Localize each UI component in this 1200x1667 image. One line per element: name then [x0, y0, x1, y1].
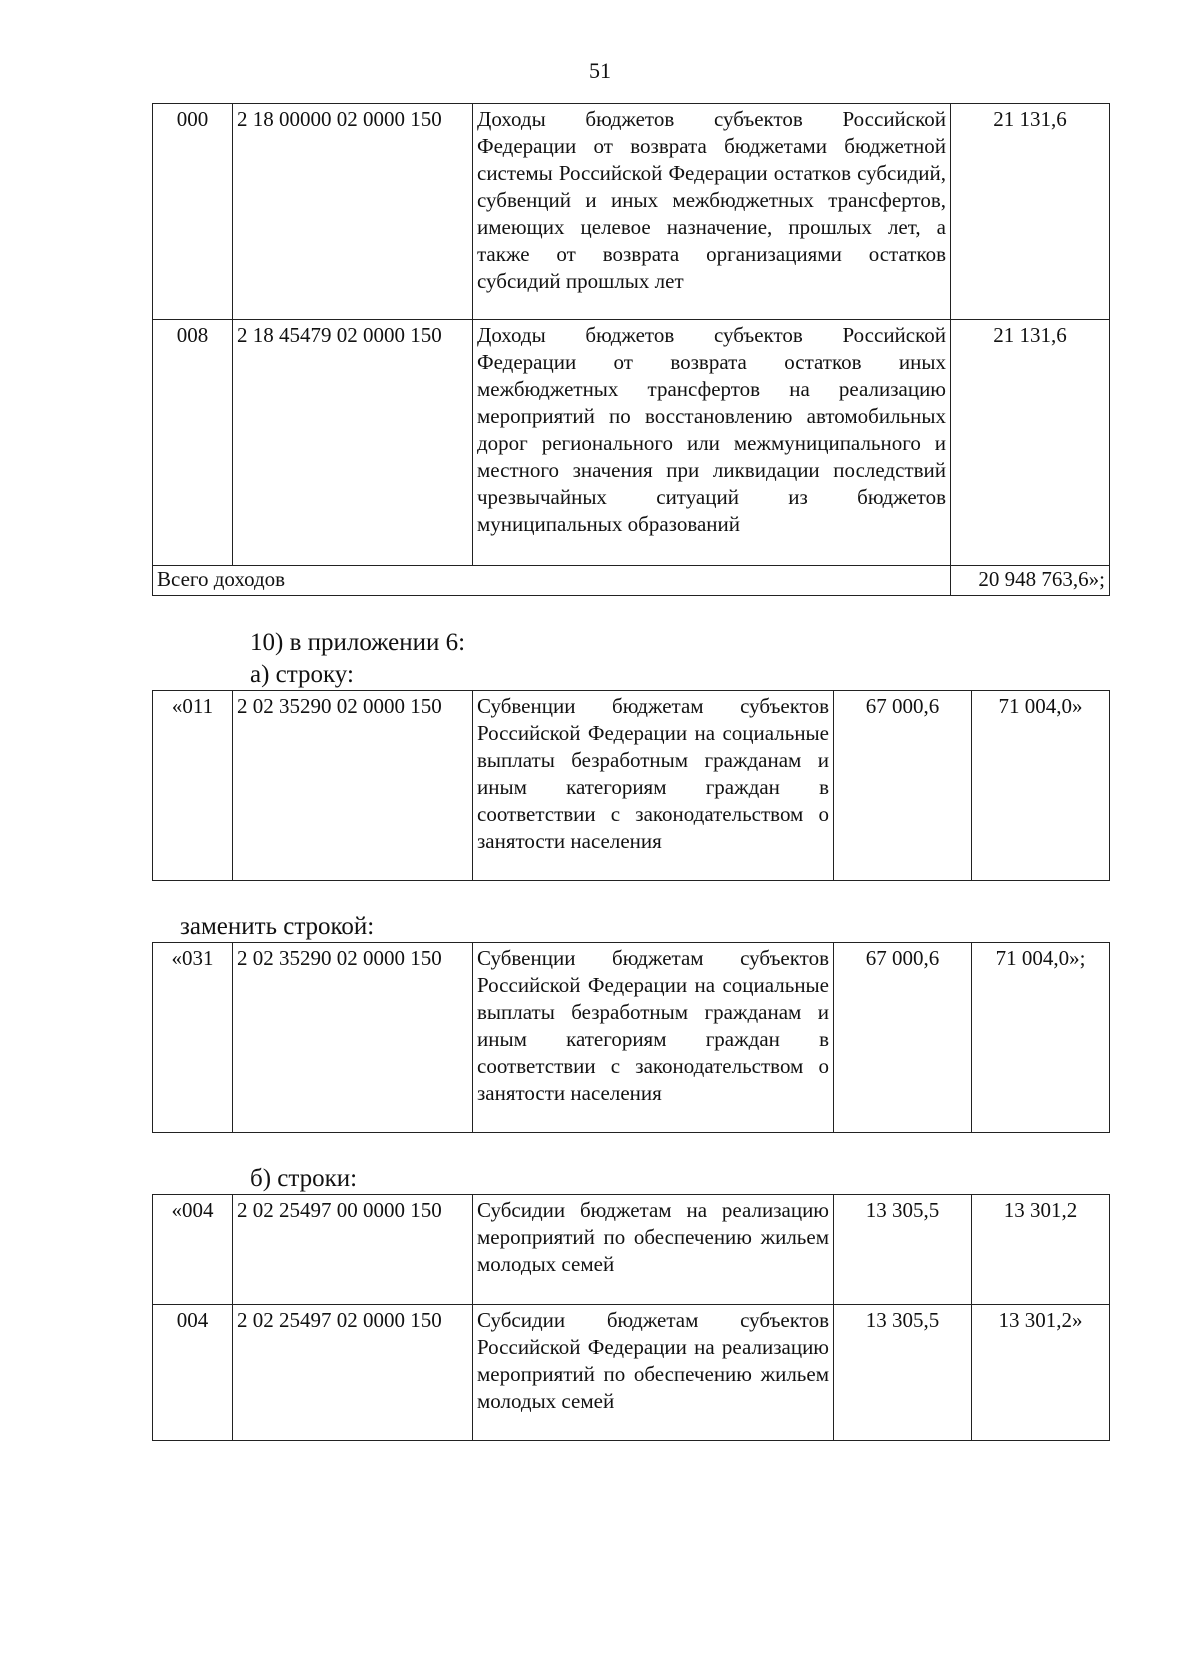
row-description: Субвенции бюджетам субъектов Российской Федерации на социальные выплаты безработным гражданам и иным категориям граждан в соответствии с законодательством о занятости населения [473, 691, 834, 881]
row-amount: 21 131,6 [951, 320, 1110, 566]
row-code: «004 [153, 1195, 233, 1305]
row-amount-2: 13 301,2 [972, 1195, 1110, 1305]
page-number: 51 [589, 58, 611, 83]
row-code: 004 [153, 1305, 233, 1441]
table-row [153, 943, 1110, 1133]
row-kbk: 2 18 45479 02 0000 150 [233, 320, 473, 566]
row-description: Субсидии бюджетам на реализацию мероприятий по обеспечению жильем молодых семей [473, 1195, 834, 1305]
subsection-b-heading: б) строки: [250, 1165, 358, 1192]
section-heading: 10) в приложении 6: [250, 629, 466, 656]
row-amount-2: 71 004,0» [972, 691, 1110, 881]
row-kbk: 2 02 25497 02 0000 150 [233, 1305, 473, 1441]
row-description: Субвенции бюджетам субъектов Российской Федерации на социальные выплаты безработным гражданам и иным категориям граждан в соответствии с законодательством о занятости населения [473, 943, 834, 1133]
row-kbk: 2 02 25497 00 0000 150 [233, 1195, 473, 1305]
row-kbk: 2 02 35290 02 0000 150 [233, 943, 473, 1133]
row-kbk: 2 02 35290 02 0000 150 [233, 691, 473, 881]
appendix6-row-a-table [152, 690, 1110, 881]
row-amount-1: 67 000,6 [834, 691, 972, 881]
table-row [153, 1305, 1110, 1441]
row-amount-1: 67 000,6 [834, 943, 972, 1133]
row-code: 000 [153, 104, 233, 320]
row-amount-1: 13 305,5 [834, 1305, 972, 1441]
row-description: Доходы бюджетов субъектов Российской Федерации от возврата остатков иных межбюджетных трансфертов на реализацию мероприятий по восстановлению автомобильных дорог регионального или межмуниципального и местного значения при ликвидации последствий чрезвычайных ситуаций из бюджетов муниципальных образований [473, 320, 951, 566]
revenue-table [152, 103, 1110, 596]
appendix6-rows-b-table [152, 1194, 1110, 1441]
row-amount-2: 71 004,0»; [972, 943, 1110, 1133]
row-amount: 21 131,6 [951, 104, 1110, 320]
table-row [153, 320, 1110, 566]
row-amount-1: 13 305,5 [834, 1195, 972, 1305]
total-label: Всего доходов [153, 566, 951, 596]
row-kbk: 2 18 00000 02 0000 150 [233, 104, 473, 320]
row-code: «031 [153, 943, 233, 1133]
subsection-a-heading: а) строку: [250, 661, 354, 688]
total-amount: 20 948 763,6»; [951, 566, 1110, 596]
appendix6-replacement-table [152, 942, 1110, 1133]
total-row [153, 566, 1110, 596]
table-row [153, 1195, 1110, 1305]
row-description: Субсидии бюджетам субъектов Российской Федерации на реализацию мероприятий по обеспечению жильем молодых семей [473, 1305, 834, 1441]
table-row [153, 691, 1110, 881]
table-row [153, 104, 1110, 320]
replace-heading: заменить строкой: [180, 913, 375, 940]
row-code: «011 [153, 691, 233, 881]
row-description: Доходы бюджетов субъектов Российской Федерации от возврата бюджетами бюджетной системы Российской Федерации остатков субсидий, субвенций и иных межбюджетных трансфертов, имеющих целевое назначение, прошлых лет, а также от возврата организациями остатков субсидий прошлых лет [473, 104, 951, 320]
row-amount-2: 13 301,2» [972, 1305, 1110, 1441]
row-code: 008 [153, 320, 233, 566]
